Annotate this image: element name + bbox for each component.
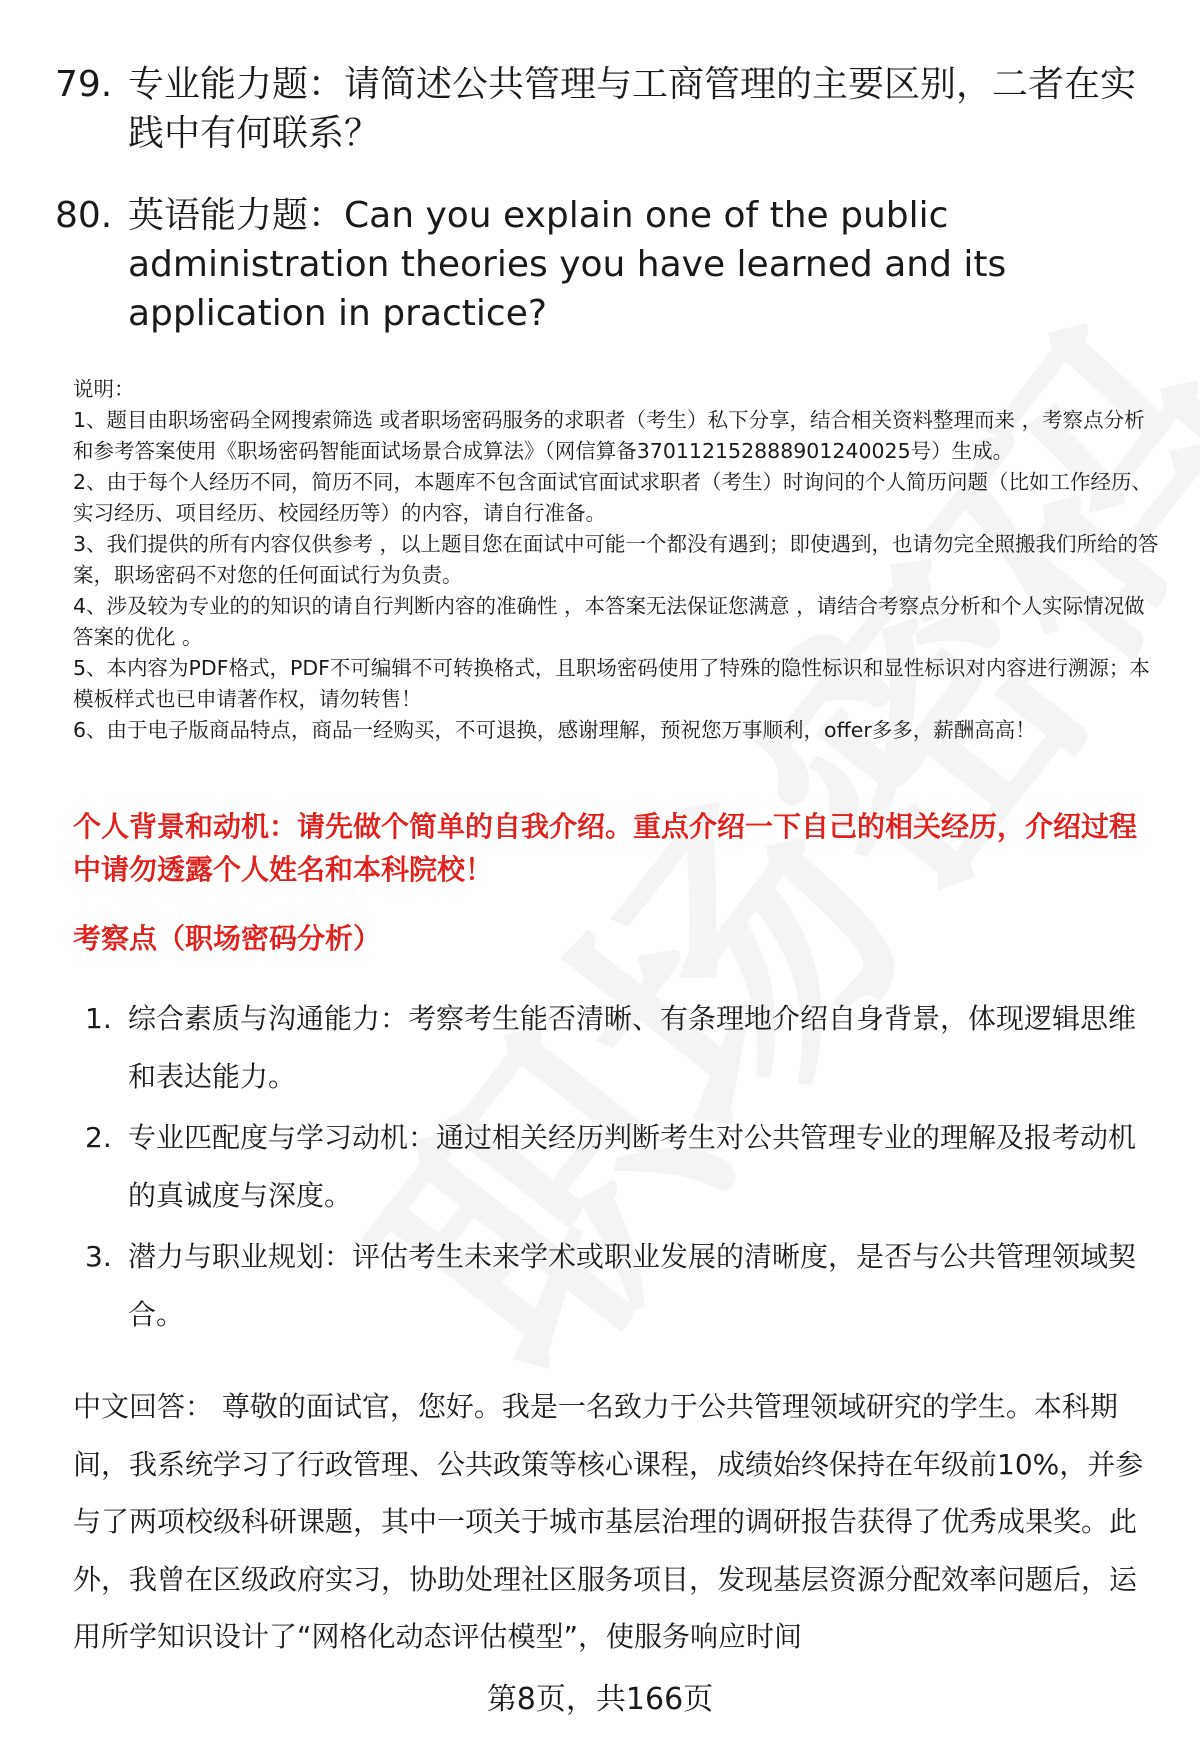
key-point-number: 1. (85, 1002, 112, 1035)
notes-section (73, 374, 1163, 746)
question-text: 英语能力题：Can you explain one of the public administration theories you have learned and its application in practice? (128, 195, 1007, 334)
note-item: 1、题目由职场密码全网搜索筛选 或者职场密码服务的求职者（考生）私下分享，结合相关资料整理而来 ，考察点分析和参考答案使用《职场密码智能面试场景合成算法》（网信算备370112152888901240025号）生成。 (73, 408, 1145, 463)
background-question: 个人背景和动机：请先做个简单的自我介绍。重点介绍一下自己的相关经历，介绍过程中请勿透露个人姓名和本科院校！ (73, 810, 1138, 886)
note-item: 3、我们提供的所有内容仅供参考 ，以上题目您在面试中可能一个都没有遇到；即使遇到，也请勿完全照搬我们所给的答案，职场密码不对您的任何面试行为负责。 (73, 532, 1159, 587)
page-number: 第8页，共166页 (486, 1682, 714, 1717)
key-points-list (85, 990, 1155, 1347)
key-point-text: 潜力与职业规划：评估考生未来学术或职业发展的清晰度，是否与公共管理领域契合。 (128, 1240, 1137, 1331)
question-text: 专业能力题：请简述公共管理与工商管理的主要区别，二者在实践中有何联系？ (128, 64, 1137, 154)
key-point-text: 综合素质与沟通能力：考察考生能否清晰、有条理地介绍自身背景，体现逻辑思维和表达能力。 (128, 1002, 1137, 1093)
question-79 (55, 60, 1145, 158)
question-number: 79. (55, 64, 113, 105)
key-point-item (85, 1228, 1155, 1344)
question-number: 80. (55, 195, 113, 236)
note-item: 6、由于电子版商品特点，商品一经购买，不可退换，感谢理解，预祝您万事顺利，offer多多，薪酬高高！ (73, 718, 1036, 742)
note-item: 2、由于每个人经历不同，简历不同，本题库不包含面试官面试求职者（考生）时询问的个人简历问题（比如工作经历、实习经历、项目经历、校园经历等）的内容，请自行准备。 (73, 470, 1153, 525)
key-point-number: 2. (85, 1121, 112, 1154)
key-points-title: 考察点（职场密码分析） (73, 922, 382, 955)
answer-text: 中文回答： 尊敬的面试官，您好。我是一名致力于公共管理领域研究的学生。本科期间，我系统学习了行政管理、公共政策等核心课程，成绩始终保持在年级前10%，并参与了两项校级科研课题，其中一项关于城市基层治理的调研报告获得了优秀成果奖。此外，我曾在区级政府实习，协助处理社区服务项目，发现基层资源分配效率问题后，运用所学知识设计了“网格化动态评估模型”，使服务响应时间 (73, 1390, 1144, 1653)
key-point-text: 专业匹配度与学习动机：通过相关经历判断考生对公共管理专业的理解及报考动机的真诚度与深度。 (128, 1121, 1137, 1212)
key-point-item (85, 990, 1155, 1106)
notes-title: 说明： (73, 377, 135, 401)
key-point-item (85, 1109, 1155, 1225)
question-80 (55, 191, 1145, 338)
note-item: 5、本内容为PDF格式，PDF不可编辑不可转换格式，且职场密码使用了特殊的隐性标识和显性标识对内容进行溯源；本模板样式也已申请著作权，请勿转售！ (73, 656, 1150, 711)
note-item: 4、涉及较为专业的的知识的请自行判断内容的准确性 ，本答案无法保证您满意 ，请结合考察点分析和个人实际情况做答案的优化 。 (73, 594, 1145, 649)
key-point-number: 3. (85, 1240, 112, 1273)
